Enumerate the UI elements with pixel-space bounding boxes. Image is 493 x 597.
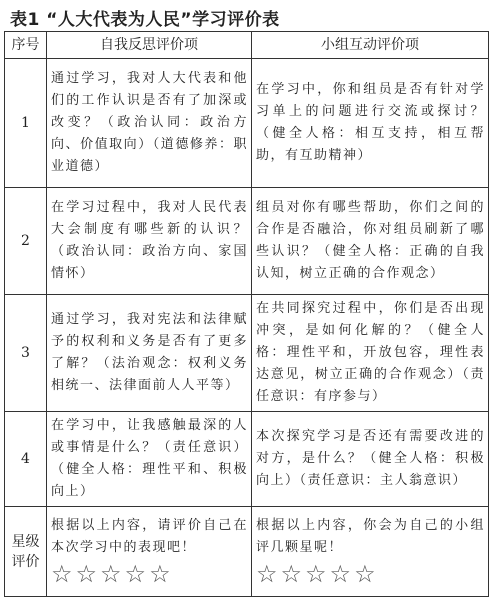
- group-interaction-cell: 本次探究学习是否还有需要改进的对方，是什么？（健全人格：积极向上）（责任意识：主人翁意识）: [252, 412, 489, 507]
- header-number: 序号: [5, 32, 47, 59]
- self-rating-prompt: 根据以上内容，请评价自己在本次学习中的表现吧！: [51, 517, 248, 555]
- table-row: [5, 295, 489, 412]
- rating-label: 星级评价: [5, 507, 47, 597]
- self-star-rating: ☆☆☆☆☆: [51, 559, 174, 588]
- self-reflection-cell: 在学习过程中，我对人民代表大会制度有哪些新的认识？（政治认同：政治方向、家国情怀）: [47, 188, 252, 295]
- row-number: 3: [5, 295, 47, 412]
- group-interaction-cell: 在学习中，你和组员是否有针对学习单上的问题进行交流或探讨？（健全人格：相互支持，相互帮助，有互助精神）: [252, 59, 489, 188]
- self-rating-cell: [47, 507, 252, 597]
- self-reflection-cell: 通过学习，我对宪法和法律赋予的权利和义务是否有了更多了解？（法治观念：权利义务相统一、法律面前人人平等）: [47, 295, 252, 412]
- group-interaction-cell: 在共同探究过程中，你们是否出现冲突，是如何化解的？（健全人格：理性平和，开放包容，理性表达意见，树立正确的合作观念）（责任意识：有序参与）: [252, 295, 489, 412]
- group-rating-prompt: 根据以上内容，你会为自己的小组评几颗星呢！: [256, 517, 485, 555]
- evaluation-table: [4, 31, 489, 597]
- header-self-reflection: 自我反思评价项: [47, 32, 252, 59]
- self-reflection-cell: 在学习中，让我感触最深的人或事情是什么？（责任意识）（健全人格：理性平和、积极向上）: [47, 412, 252, 507]
- row-number: 1: [5, 59, 47, 188]
- table-row: [5, 412, 489, 507]
- group-star-rating: ☆☆☆☆☆: [256, 559, 379, 588]
- self-reflection-cell: 通过学习，我对人大代表和他们的工作认识是否有了加深或改变？（政治认同：政治方向、价值取向）（道德修养：职业道德）: [47, 59, 252, 188]
- table-row: [5, 188, 489, 295]
- header-row: [5, 32, 489, 59]
- table-title: 表1 “人大代表为人民”学习评价表: [10, 10, 280, 30]
- row-number: 2: [5, 188, 47, 295]
- table-row: [5, 59, 489, 188]
- group-interaction-cell: 组员对你有哪些帮助，你们之间的合作是否融洽，你对组员刷新了哪些认识？（健全人格：正确的自我认知，树立正确的合作观念）: [252, 188, 489, 295]
- row-number: 4: [5, 412, 47, 507]
- header-group-interaction: 小组互动评价项: [252, 32, 489, 59]
- rating-row: [5, 507, 489, 597]
- group-rating-cell: [252, 507, 489, 597]
